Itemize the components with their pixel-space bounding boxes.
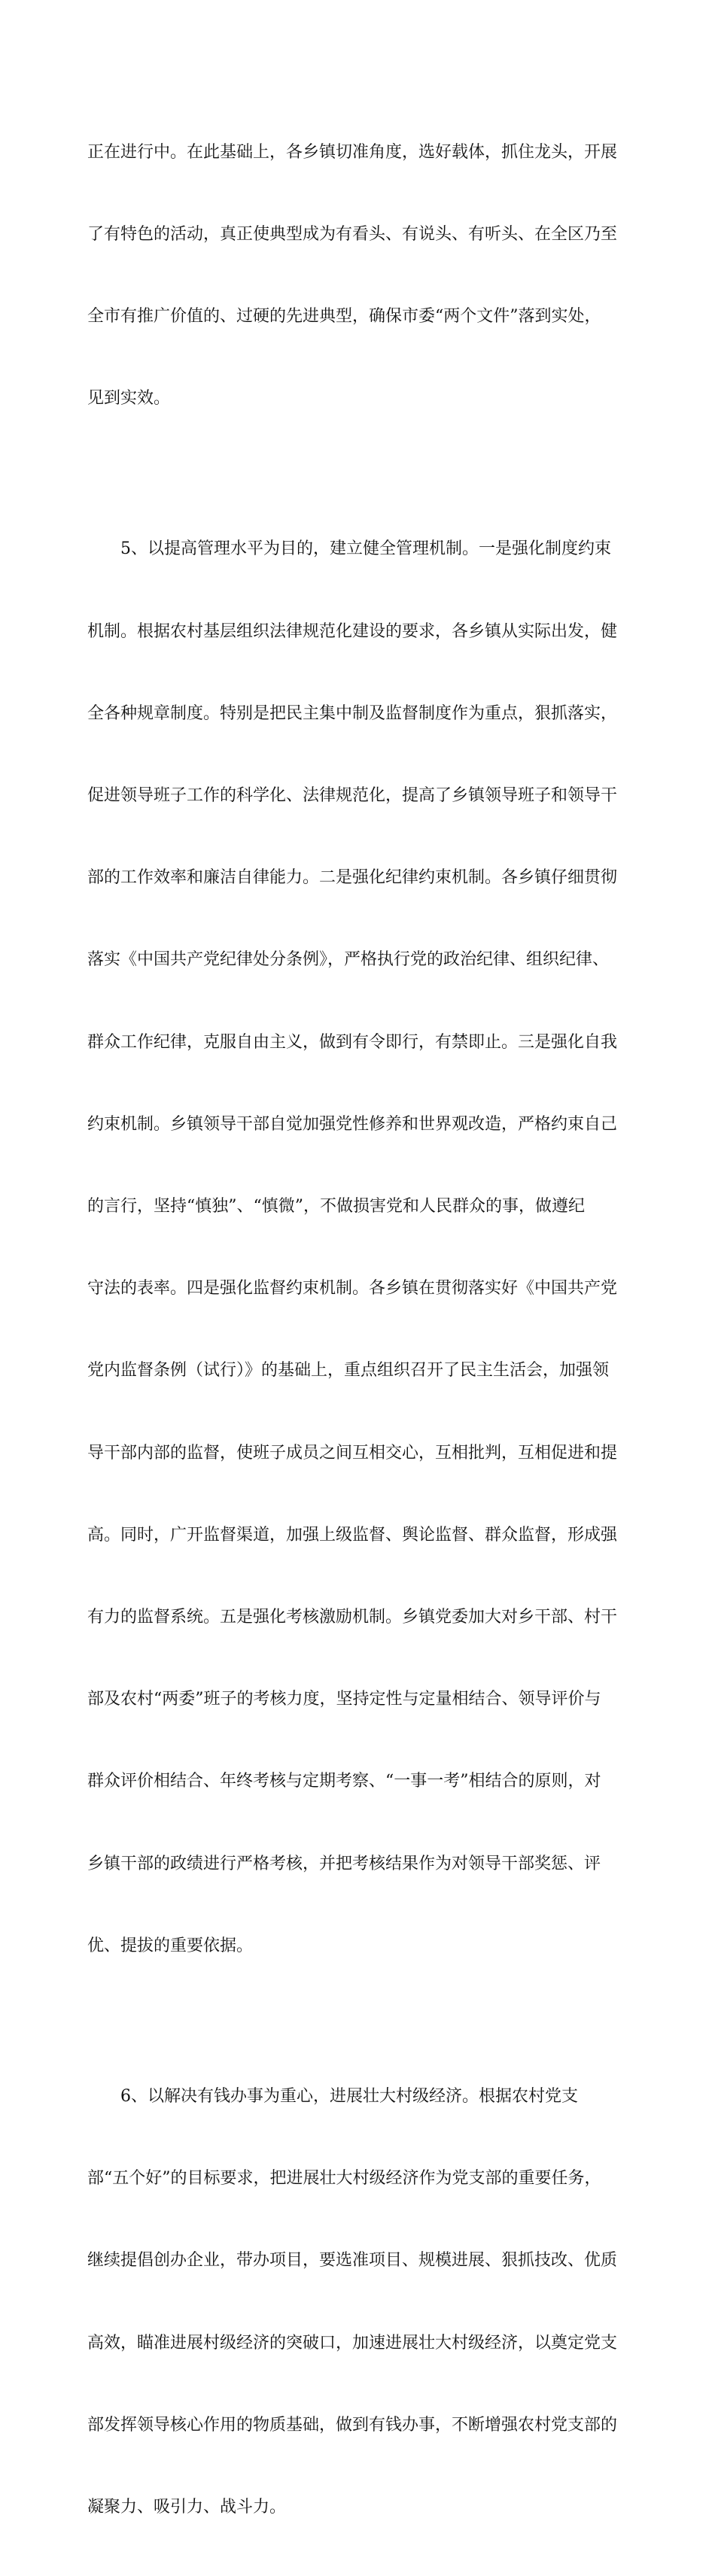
text-line: 优、提拔的重要依据。 xyxy=(87,1936,254,1955)
document-body xyxy=(87,84,626,2576)
text-line: 促进领导班子工作的科学化、法律规范化，提高了乡镇领导班子和领导干 xyxy=(87,786,618,806)
paragraph-section-6 xyxy=(87,2028,626,2576)
text-line: 了有特色的活动，真正使典型成为有看头、有说头、有听头、在全区乃至 xyxy=(87,225,618,245)
text-line: 部的工作效率和廉洁自律能力。二是强化纪律约束机制。各乡镇仔细贯彻 xyxy=(87,868,618,888)
text-line: 守法的表率。四是强化监督约束机制。各乡镇在贯彻落实好《中国共产党 xyxy=(87,1279,618,1299)
text-line: 群众评价相结合、年终考核与定期考察、“一事一考”相结合的原则，对 xyxy=(87,1772,601,1791)
text-line: 继续提倡创办企业，带办项目，要选准项目、规模进展、狠抓技改、优质 xyxy=(87,2251,618,2271)
text-line: 全市有推广价值的、过硬的先进典型，确保市委“两个文件”落到实处， xyxy=(87,307,601,327)
text-line: 群众工作纪律，克服自由主义，做到有令即行，有禁即止。三是强化自我 xyxy=(87,1032,618,1052)
text-line: 见到实效。 xyxy=(87,389,171,409)
text-line: 党内监督条例（试行）》的基础上，重点组织召开了民主生活会，加强领 xyxy=(87,1361,610,1381)
text-line: 6、以解决有钱办事为重心，进展壮大村级经济。根据农村党支 xyxy=(120,2086,578,2106)
paragraph-section-5 xyxy=(87,481,626,2015)
text-line: 高效，瞄准进展村级经济的突破口，加速进展壮大村级经济，以奠定党支 xyxy=(87,2333,618,2353)
text-line: 乡镇干部的政绩进行严格考核，并把考核结果作为对领导干部奖惩、评 xyxy=(87,1854,601,1873)
text-line: 全各种规章制度。特别是把民主集中制及监督制度作为重点，狠抓落实， xyxy=(87,703,618,723)
text-line: 高。同时，广开监督渠道，加强上级监督、舆论监督、群众监督，形成强 xyxy=(87,1525,618,1545)
text-line: 凝聚力、吸引力、战斗力。 xyxy=(87,2497,287,2517)
text-line: 约束机制。乡镇领导干部自觉加强党性修养和世界观改造，严格约束自己 xyxy=(87,1114,618,1134)
text-line: 正在进行中。在此基础上，各乡镇切准角度，选好载体，抓住龙头，开展 xyxy=(87,142,618,162)
text-line: 机制。根据农村基层组织法律规范化建设的要求，各乡镇从实际出发，健 xyxy=(87,621,618,641)
text-line: 导干部内部的监督，使班子成员之间互相交心，互相批判，互相促进和提 xyxy=(87,1443,618,1463)
text-line: 部“五个好”的目标要求，把进展壮大村级经济作为党支部的重要任务， xyxy=(87,2169,601,2189)
text-line: 部发挥领导核心作用的物质基础，做到有钱办事，不断增强农村党支部的 xyxy=(87,2415,618,2435)
text-line: 落实《中国共产党纪律处分条例》，严格执行党的政治纪律、组织纪律、 xyxy=(87,950,610,970)
text-line: 有力的监督系统。五是强化考核激励机制。乡镇党委加大对乡干部、村干 xyxy=(87,1608,618,1627)
text-line: 的言行，坚持“慎独”、“慎微”，不做损害党和人民群众的事，做遵纪 xyxy=(87,1197,585,1217)
text-line: 部及农村“两委”班子的考核力度，坚持定性与定量相结合、领导评价与 xyxy=(87,1690,601,1709)
text-line: 5、以提高管理水平为目的，建立健全管理机制。一是强化制度约束 xyxy=(120,539,611,559)
paragraph-intro xyxy=(87,84,626,468)
